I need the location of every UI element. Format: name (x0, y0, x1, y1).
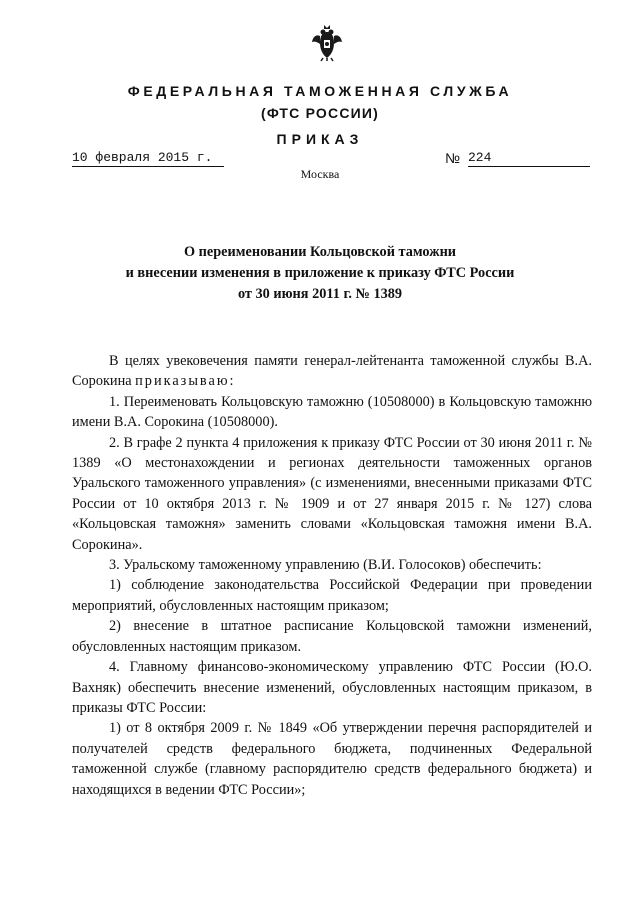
order-word: приказываю: (135, 373, 236, 390)
preamble-text: В целях увековечения памяти генерал-лейтенанта таможенной службы В.А. Сорокина (72, 353, 592, 390)
agency-short-name: (ФТС РОССИИ) (260, 105, 380, 121)
city: Москва (300, 167, 340, 181)
order-number: 224 (468, 150, 590, 167)
item-3-2: 2) внесение в штатное расписание Кольцовской таможни изменений, обусловленных настоящим приказом. (72, 618, 592, 655)
order-number-label: № (445, 150, 461, 166)
subject-line: от 30 июня 2011 г. № 1389 (237, 286, 403, 302)
item-4-1: 1) от 8 октября 2009 г. № 1849 «Об утверждении перечня распорядителей и получателей средств федерального бюджета, подчиненных Федеральной таможенной службе (главному распорядителю средств федерального бюджета) и находящихся в ведении ФТС России»; (72, 720, 592, 798)
coat-of-arms-icon (311, 24, 343, 62)
document-type: ПРИКАЗ (276, 131, 364, 147)
order-date: 10 февраля 2015 г. (72, 150, 224, 167)
subject-line: и внесении изменения в приложение к приказу ФТС России (125, 265, 515, 281)
subject-line: О переименовании Кольцовской таможни (183, 244, 457, 260)
agency-name: ФЕДЕРАЛЬНАЯ ТАМОЖЕННАЯ СЛУЖБА (127, 83, 513, 99)
item-3: 3. Уральскому таможенному управлению (В.И. Голосоков) обеспечить: (109, 557, 542, 574)
item-1: 1. Переименовать Кольцовскую таможню (10508000) в Кольцовскую таможню имени В.А. Сорокина (10508000). (72, 393, 592, 431)
item-3-1: 1) соблюдение законодательства Российской Федерации при проведении мероприятий, обусловленных настоящим приказом; (72, 577, 592, 614)
preamble-paragraph (72, 351, 592, 392)
item-2: 2. В графе 2 пункта 4 приложения к приказу ФТС России от 30 июня 2011 г. № 1389 «О местонахождении и регионах деятельности таможенных органов Уральского таможенного управления» (с изменениями, внесенными приказами ФТС России от 10 октября 2013 г. № 1909 и от 27 января 2015 г. № 127) слова «Кольцовская таможня» заменить словами «Кольцовская таможня имени В.А. Сорокина». (72, 434, 592, 553)
order-subject (0, 242, 640, 305)
item-4: 4. Главному финансово-экономическому управлению ФТС России (Ю.О. Вахняк) обеспечить внесение изменений, обусловленных настоящим приказом, в приказы ФТС России: (72, 659, 592, 716)
order-body (72, 351, 592, 800)
